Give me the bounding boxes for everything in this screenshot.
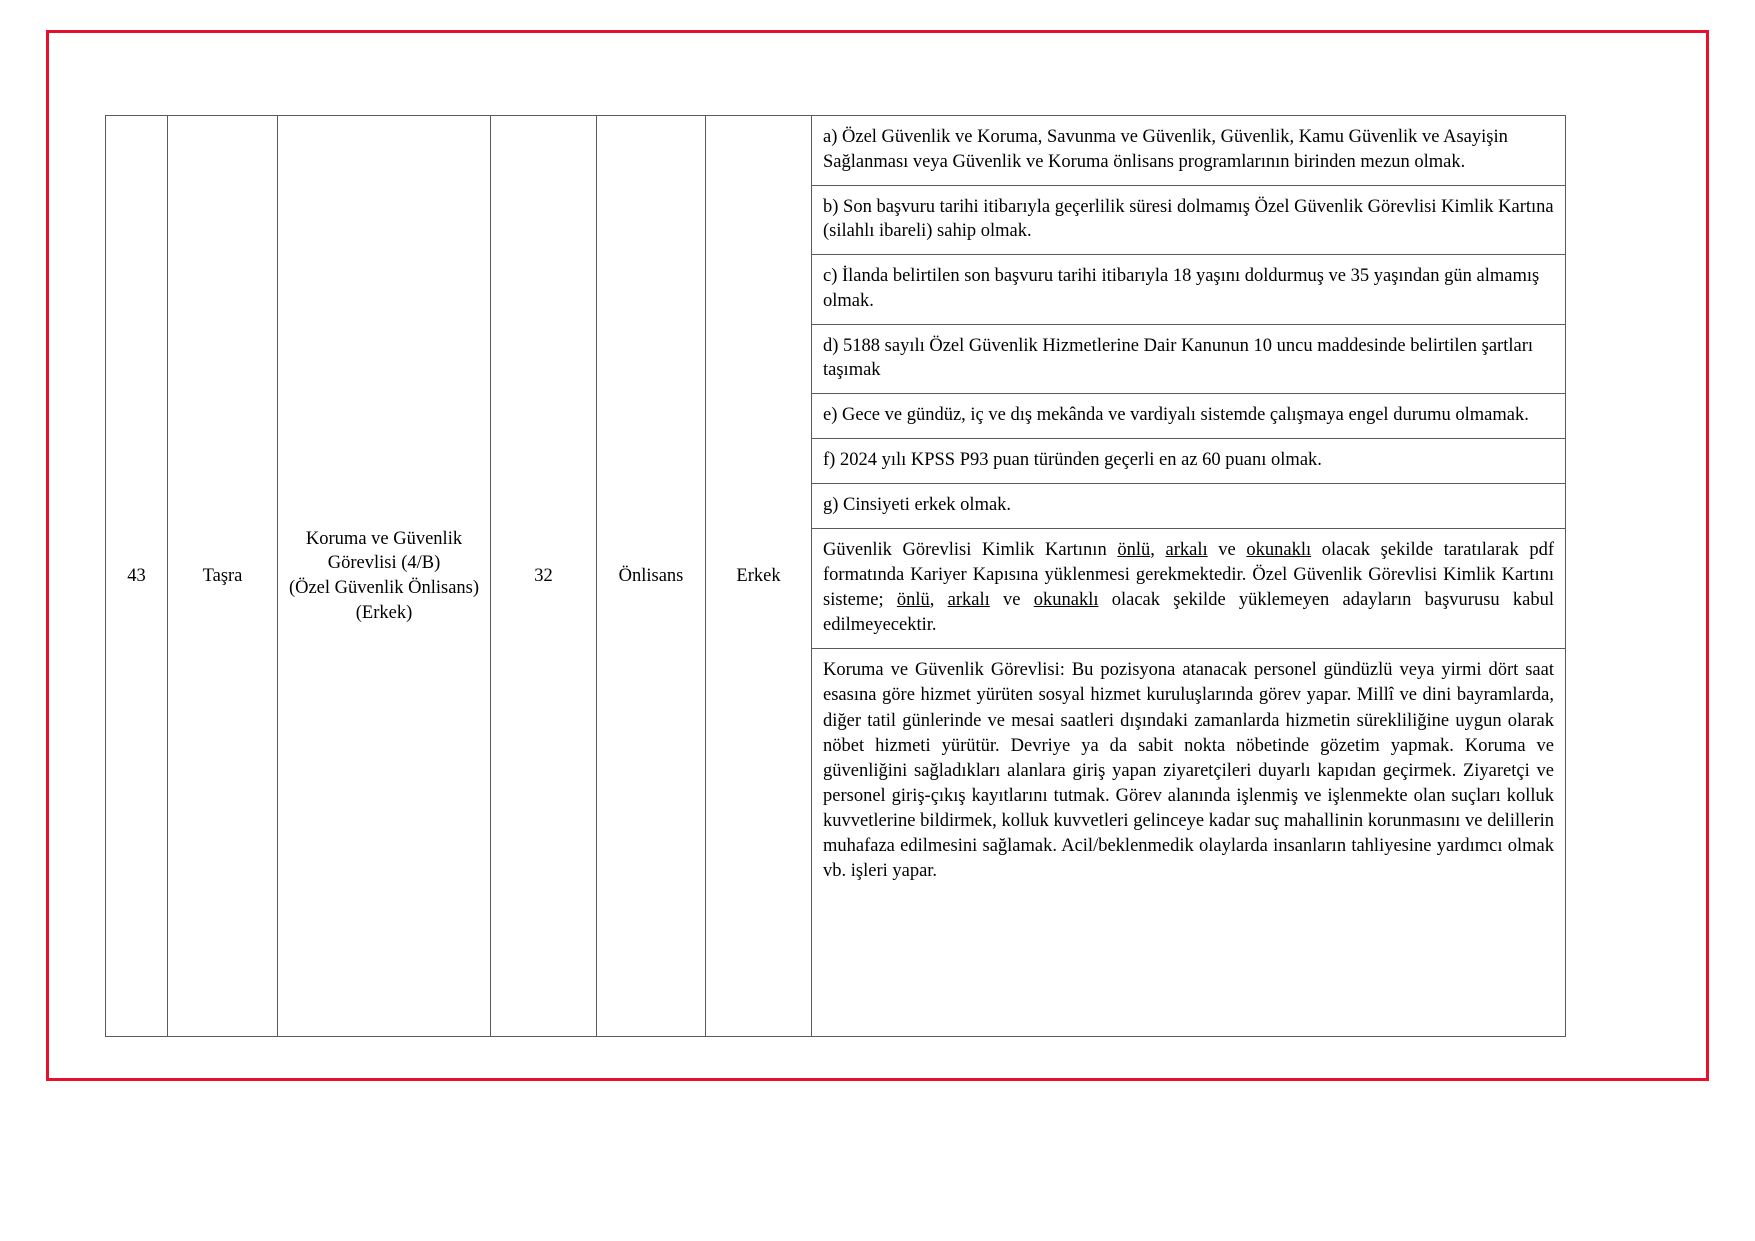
requirement-item-c: [812, 255, 1565, 325]
cell-adet: [491, 116, 597, 1037]
ogrenim-value: Önlisans: [618, 566, 684, 587]
upload-note-underline-okunakli-2: okunaklı: [1033, 589, 1099, 610]
cell-ogrenim-duzeyi: [597, 116, 706, 1037]
cinsiyet-value: Erkek: [736, 566, 781, 587]
page-red-border: [46, 30, 1709, 1081]
upload-note-underline-onlu-1: önlü: [1117, 539, 1151, 560]
upload-note-cell: [812, 528, 1565, 649]
position-requirements-table: [105, 115, 1566, 1037]
requirement-text-a: a) Özel Güvenlik ve Koruma, Savunma ve Güvenlik, Güvenlik, Kamu Güvenlik ve Asayişin Sağlanması veya Güvenlik ve Koruma önlisans programlarının birinden mezun olmak.: [812, 116, 1565, 185]
requirement-text-d: d) 5188 sayılı Özel Güvenlik Hizmetlerine Dair Kanunun 10 uncu maddesinde belirtilen şartları taşımak: [812, 324, 1565, 394]
requirement-text-f: f) 2024 yılı KPSS P93 puan türünden geçerli en az 60 puanı olmak.: [812, 439, 1565, 484]
cell-aranan-sartlar: [812, 116, 1566, 1037]
requirement-item-d: [812, 324, 1565, 394]
requirement-item-f: [812, 439, 1565, 484]
teskilat-value: Taşra: [202, 566, 243, 587]
cell-cinsiyet: [706, 116, 812, 1037]
upload-note-part-6: ve: [989, 589, 1034, 610]
position-table-container: [105, 115, 1565, 1037]
upload-note-underline-arkali-1: arkalı: [1165, 539, 1208, 560]
unvan-line-4: (Erkek): [355, 602, 413, 623]
upload-note-part-5: ,: [929, 589, 948, 610]
requirements-list: [812, 116, 1565, 1036]
table-row: [106, 116, 1566, 1037]
requirement-text-c: c) İlanda belirtilen son başvuru tarihi itibarıyla 18 yaşını doldurmuş ve 35 yaşından gün almamış olmak.: [812, 255, 1565, 325]
requirement-item-a: [812, 116, 1565, 185]
requirement-item-upload-note: [812, 528, 1565, 649]
upload-note-part-3: ve: [1207, 539, 1247, 560]
unvan-line-1: Koruma ve Güvenlik: [305, 528, 463, 549]
requirement-item-g: [812, 483, 1565, 528]
upload-note-underline-onlu-2: önlü: [896, 589, 930, 610]
duty-description-text: Koruma ve Güvenlik Görevlisi: Bu pozisyona atanacak personel gündüzlü veya yirmi dört saat esasına göre hizmet yürüten sosyal hizmet kuruluşlarında görev yapar. Millî ve dini bayramlarda, diğer tatil günlerinde ve mesai saatleri dışındaki zamanlarda hizmetin sürekliliğine uygun olarak nöbet hizmeti yürütür. Devriye ya da sabit nokta nöbetinde gözetim yapmak. Koruma ve güvenliğini sağladıkları alanlara giriş yapan ziyaretçileri duyarlı kapıdan geçirmek. Ziyaretçi ve personel giriş-çıkış kayıtlarını tutmak. Görev alanında işlenmiş ve işlenmekte olan suçları kolluk kuvvetlerine bildirmek, kolluk kuvvetleri gelinceye kadar suç mahallinin korunmasını ve delillerin muhafaza edilmesini sağlamak. Acil/beklenmedik olaylarda insanların tahliyesine yardımcı olmak vb. işleri yapar.: [823, 660, 1554, 882]
cell-teskilat: [168, 116, 278, 1037]
upload-note-part-4: olacak şekilde taratılarak pdf formatında Kariyer Kapısına yüklenmesi gerekmektedir. Özel Güvenlik Görevlisi Kimlik Kartını sisteme;: [823, 539, 1554, 610]
upload-note-part-1: Güvenlik Görevlisi Kimlik Kartının: [823, 539, 1118, 560]
upload-note-text: [823, 538, 1554, 639]
unvan-line-3: (Özel Güvenlik Önlisans): [288, 578, 480, 599]
upload-note-part-7: olacak şekilde yüklemeyen adayların başvurusu kabul edilmeyecektir.: [823, 589, 1554, 636]
upload-note-underline-okunakli-1: okunaklı: [1246, 539, 1312, 560]
duty-description-cell: [812, 649, 1565, 1037]
adet-value: 32: [534, 566, 553, 587]
requirement-item-duty-description: [812, 649, 1565, 1037]
cell-sira-no: [106, 116, 168, 1037]
sira-no-value: 43: [127, 566, 146, 587]
cell-unvan: [278, 116, 491, 1037]
upload-note-part-2: ,: [1150, 539, 1166, 560]
requirement-text-g: g) Cinsiyeti erkek olmak.: [812, 483, 1565, 528]
upload-note-underline-arkali-2: arkalı: [947, 589, 990, 610]
requirement-text-b: b) Son başvuru tarihi itibarıyla geçerlilik süresi dolmamış Özel Güvenlik Görevlisi Kimlik Kartına (silahlı ibareli) sahip olmak.: [812, 185, 1565, 255]
requirement-item-b: [812, 185, 1565, 255]
requirement-text-e: e) Gece ve gündüz, iç ve dış mekânda ve vardiyalı sistemde çalışmaya engel durumu olmamak.: [812, 394, 1565, 439]
unvan-line-2: Görevlisi (4/B): [327, 553, 441, 574]
requirement-item-e: [812, 394, 1565, 439]
